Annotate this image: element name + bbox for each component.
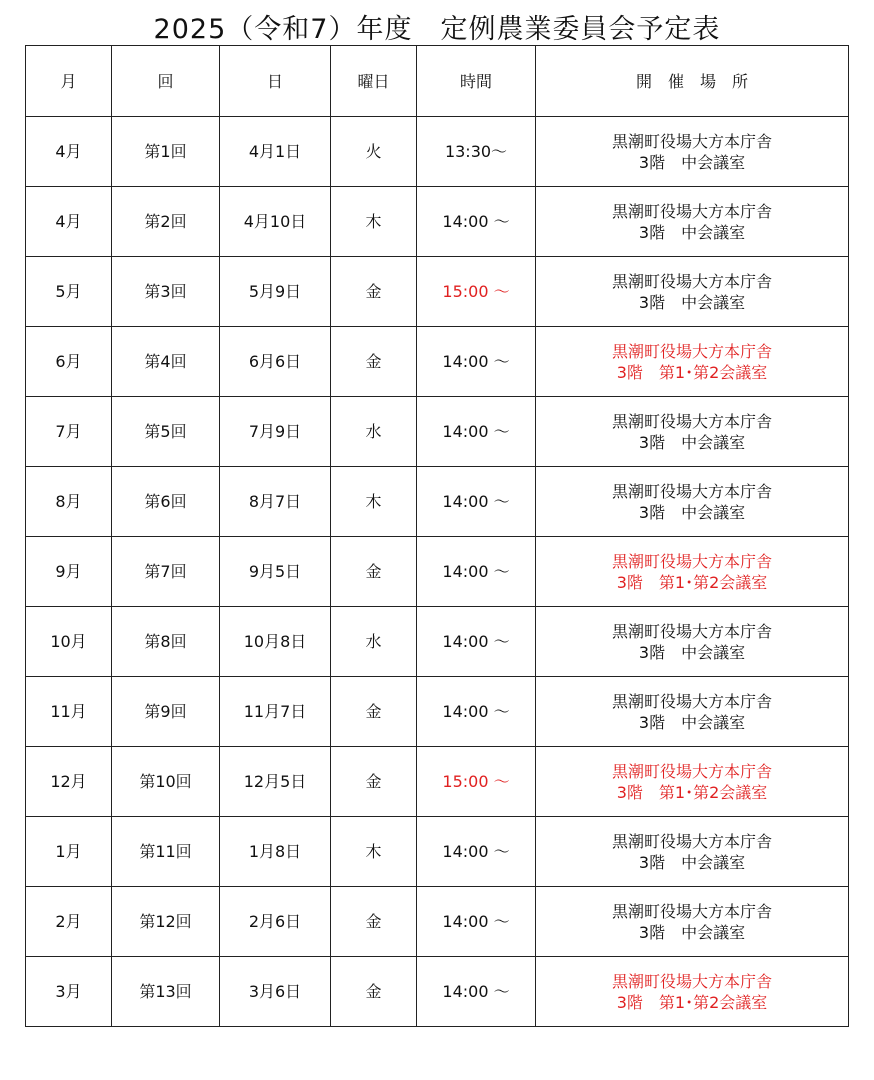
place-building: 黒潮町役場大方本庁舎 <box>611 901 772 921</box>
cell-date: 9月5日 <box>220 537 331 607</box>
place-building: 黒潮町役場大方本庁舎 <box>611 341 772 361</box>
cell-month: 3月 <box>26 957 112 1027</box>
place-room: 3階 中会議室 <box>638 852 746 872</box>
cell-place <box>536 957 849 1027</box>
schedule-body <box>26 117 849 1027</box>
place-building: 黒潮町役場大方本庁舎 <box>611 131 772 151</box>
cell-month: 7月 <box>26 397 112 467</box>
cell-place <box>536 887 849 957</box>
cell-date: 5月9日 <box>220 257 331 327</box>
table-row <box>26 257 849 327</box>
cell-date: 10月8日 <box>220 607 331 677</box>
cell-time: 15:00 ～ <box>417 747 536 817</box>
cell-weekday: 水 <box>331 397 417 467</box>
cell-date: 4月1日 <box>220 117 331 187</box>
place-room: 3階 中会議室 <box>638 642 746 662</box>
cell-weekday: 金 <box>331 887 417 957</box>
cell-time: 14:00 ～ <box>417 187 536 257</box>
cell-weekday: 金 <box>331 747 417 817</box>
cell-time: 14:00 ～ <box>417 957 536 1027</box>
place-building: 黒潮町役場大方本庁舎 <box>611 481 772 501</box>
cell-round: 第7回 <box>112 537 220 607</box>
cell-date: 3月6日 <box>220 957 331 1027</box>
cell-time: 14:00 ～ <box>417 397 536 467</box>
cell-time: 14:00 ～ <box>417 887 536 957</box>
cell-place <box>536 747 849 817</box>
place-building: 黒潮町役場大方本庁舎 <box>611 761 772 781</box>
table-row <box>26 817 849 887</box>
cell-place <box>536 467 849 537</box>
cell-weekday: 木 <box>331 817 417 887</box>
table-row <box>26 537 849 607</box>
cell-time: 14:00 ～ <box>417 467 536 537</box>
header-round: 回 <box>112 46 220 117</box>
cell-round: 第13回 <box>112 957 220 1027</box>
table-row <box>26 117 849 187</box>
cell-weekday: 木 <box>331 187 417 257</box>
cell-place <box>536 817 849 887</box>
place-room: 3階 中会議室 <box>638 432 746 452</box>
cell-weekday: 木 <box>331 467 417 537</box>
header-place: 開 催 場 所 <box>536 46 849 117</box>
cell-place <box>536 397 849 467</box>
cell-round: 第10回 <box>112 747 220 817</box>
place-room: 3階 第1･第2会議室 <box>616 782 768 802</box>
cell-date: 1月8日 <box>220 817 331 887</box>
cell-month: 2月 <box>26 887 112 957</box>
place-building: 黒潮町役場大方本庁舎 <box>611 831 772 851</box>
cell-month: 1月 <box>26 817 112 887</box>
cell-round: 第2回 <box>112 187 220 257</box>
place-room: 3階 中会議室 <box>638 712 746 732</box>
header-weekday: 曜日 <box>331 46 417 117</box>
cell-time: 13:30～ <box>417 117 536 187</box>
place-room: 3階 中会議室 <box>638 502 746 522</box>
cell-month: 4月 <box>26 187 112 257</box>
place-room: 3階 中会議室 <box>638 922 746 942</box>
place-building: 黒潮町役場大方本庁舎 <box>611 971 772 991</box>
schedule-table <box>25 45 849 1027</box>
cell-round: 第5回 <box>112 397 220 467</box>
table-row <box>26 327 849 397</box>
cell-month: 11月 <box>26 677 112 747</box>
cell-time: 14:00 ～ <box>417 677 536 747</box>
cell-month: 12月 <box>26 747 112 817</box>
cell-round: 第3回 <box>112 257 220 327</box>
table-row <box>26 887 849 957</box>
cell-date: 11月7日 <box>220 677 331 747</box>
cell-date: 8月7日 <box>220 467 331 537</box>
cell-date: 6月6日 <box>220 327 331 397</box>
place-room: 3階 中会議室 <box>638 152 746 172</box>
cell-date: 12月5日 <box>220 747 331 817</box>
cell-time: 15:00 ～ <box>417 257 536 327</box>
place-room: 3階 中会議室 <box>638 222 746 242</box>
cell-weekday: 金 <box>331 327 417 397</box>
place-building: 黒潮町役場大方本庁舎 <box>611 271 772 291</box>
cell-round: 第4回 <box>112 327 220 397</box>
cell-place <box>536 537 849 607</box>
cell-month: 5月 <box>26 257 112 327</box>
cell-month: 6月 <box>26 327 112 397</box>
cell-date: 4月10日 <box>220 187 331 257</box>
place-room: 3階 第1･第2会議室 <box>616 362 768 382</box>
table-row <box>26 747 849 817</box>
place-building: 黒潮町役場大方本庁舎 <box>611 551 772 571</box>
cell-month: 10月 <box>26 607 112 677</box>
cell-time: 14:00 ～ <box>417 817 536 887</box>
cell-month: 9月 <box>26 537 112 607</box>
table-header-row <box>26 46 849 117</box>
header-month: 月 <box>26 46 112 117</box>
header-time: 時間 <box>417 46 536 117</box>
cell-weekday: 金 <box>331 957 417 1027</box>
cell-weekday: 火 <box>331 117 417 187</box>
cell-place <box>536 677 849 747</box>
cell-time: 14:00 ～ <box>417 327 536 397</box>
cell-round: 第9回 <box>112 677 220 747</box>
cell-place <box>536 327 849 397</box>
cell-round: 第12回 <box>112 887 220 957</box>
cell-time: 14:00 ～ <box>417 607 536 677</box>
table-row <box>26 397 849 467</box>
place-building: 黒潮町役場大方本庁舎 <box>611 411 772 431</box>
cell-weekday: 水 <box>331 607 417 677</box>
cell-weekday: 金 <box>331 537 417 607</box>
cell-round: 第8回 <box>112 607 220 677</box>
place-room: 3階 中会議室 <box>638 292 746 312</box>
table-row <box>26 467 849 537</box>
cell-place <box>536 187 849 257</box>
cell-time: 14:00 ～ <box>417 537 536 607</box>
cell-round: 第11回 <box>112 817 220 887</box>
cell-round: 第1回 <box>112 117 220 187</box>
cell-month: 8月 <box>26 467 112 537</box>
header-date: 日 <box>220 46 331 117</box>
cell-date: 7月9日 <box>220 397 331 467</box>
cell-place <box>536 257 849 327</box>
place-room: 3階 第1･第2会議室 <box>616 992 768 1012</box>
table-row <box>26 957 849 1027</box>
page-title: 2025（令和7）年度 定例農業委員会予定表 <box>153 14 721 45</box>
cell-weekday: 金 <box>331 257 417 327</box>
table-row <box>26 677 849 747</box>
table-row <box>26 187 849 257</box>
cell-place <box>536 117 849 187</box>
cell-month: 4月 <box>26 117 112 187</box>
place-building: 黒潮町役場大方本庁舎 <box>611 621 772 641</box>
place-room: 3階 第1･第2会議室 <box>616 572 768 592</box>
place-building: 黒潮町役場大方本庁舎 <box>611 691 772 711</box>
cell-weekday: 金 <box>331 677 417 747</box>
cell-date: 2月6日 <box>220 887 331 957</box>
place-building: 黒潮町役場大方本庁舎 <box>611 201 772 221</box>
table-row <box>26 607 849 677</box>
cell-round: 第6回 <box>112 467 220 537</box>
cell-place <box>536 607 849 677</box>
